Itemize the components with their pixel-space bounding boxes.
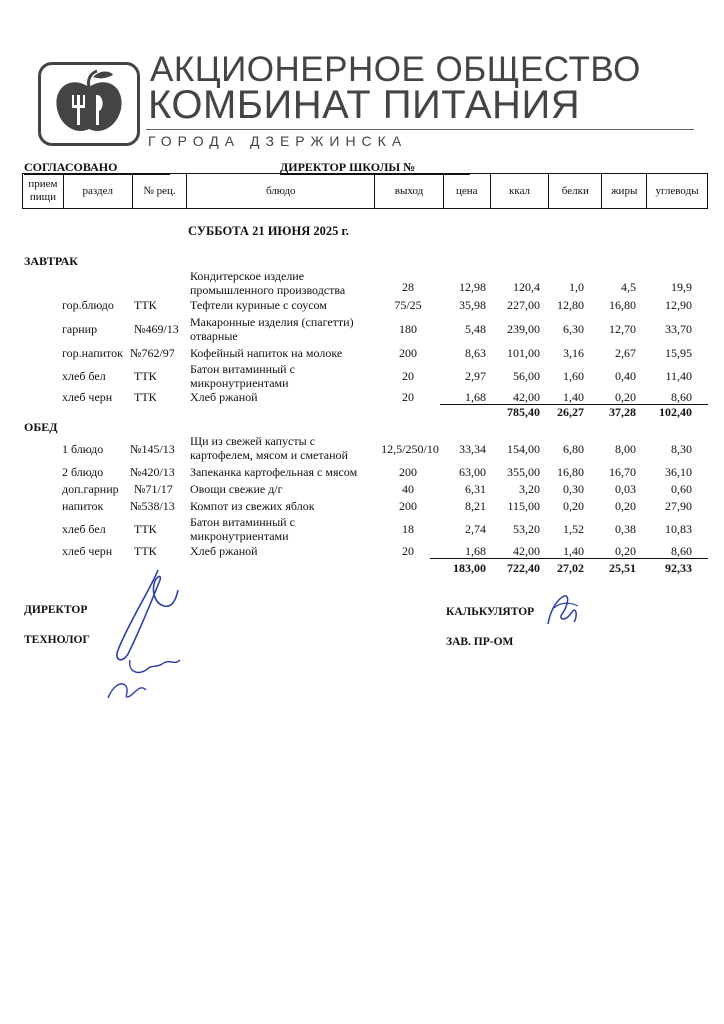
lunch-weight: 18	[402, 522, 414, 536]
breakfast-carbs: 8,60	[671, 390, 692, 404]
director-signature	[100, 560, 190, 710]
lunch-recipe: ТТК	[134, 544, 157, 558]
breakfast-protein: 1,0	[569, 280, 584, 294]
breakfast-kcal: 227,00	[507, 298, 540, 312]
breakfast-fat: 4,5	[621, 280, 636, 294]
lunch-protein: 1,52	[563, 522, 584, 536]
breakfast-weight: 28	[402, 280, 414, 294]
breakfast-dish: Тефтели куриные с соусом	[190, 298, 327, 312]
lunch-fat: 0,03	[615, 482, 636, 496]
lunch-dish: Щи из свежей капусты с картофелем, мясом и сметаной	[190, 434, 348, 462]
logo-divider	[146, 129, 694, 130]
col-weight: выход	[375, 174, 444, 209]
breakfast-price: 2,97	[465, 369, 486, 383]
breakfast-protein: 6,30	[563, 322, 584, 336]
breakfast-price: 1,68	[465, 390, 486, 404]
breakfast-section: гарнир	[62, 322, 98, 336]
lunch-dish: Овощи свежие д/г	[190, 482, 283, 496]
breakfast-kcal: 101,00	[507, 346, 540, 360]
org-name-line1: АКЦИОНЕРНОЕ ОБЩЕСТВО	[150, 50, 641, 89]
lunch-fat: 8,00	[615, 442, 636, 456]
lunch-total-carbs: 92,33	[665, 561, 692, 575]
breakfast-carbs: 19,9	[671, 280, 692, 294]
lunch-section: 1 блюдо	[62, 442, 104, 456]
technologist-label: ТЕХНОЛОГ	[24, 634, 90, 646]
lunch-protein: 0,20	[563, 499, 584, 513]
breakfast-price: 8,63	[465, 346, 486, 360]
breakfast-total-fat: 37,28	[609, 405, 636, 419]
breakfast-total-protein: 26,27	[557, 405, 584, 419]
breakfast-dish: Хлеб ржаной	[190, 390, 258, 404]
lunch-price: 33,34	[459, 442, 486, 456]
lunch-total-fat: 25,51	[609, 561, 636, 575]
lunch-price: 8,21	[465, 499, 486, 513]
lunch-weight: 20	[402, 544, 414, 558]
breakfast-fat: 0,20	[615, 390, 636, 404]
lunch-price: 1,68	[465, 544, 486, 558]
col-carbs: углеводы	[647, 174, 708, 209]
lunch-total-kcal: 722,40	[507, 561, 540, 575]
breakfast-carbs: 15,95	[665, 346, 692, 360]
breakfast-section: гор.блюдо	[62, 298, 114, 312]
apple-cutlery-icon	[41, 65, 137, 143]
school-director-label: ДИРЕКТОР ШКОЛЫ №	[280, 160, 416, 174]
breakfast-total-carbs: 102,40	[659, 405, 692, 419]
org-name-line2: КОМБИНАТ ПИТАНИЯ	[148, 83, 581, 127]
lunch-section: доп.гарнир	[62, 482, 119, 496]
breakfast-kcal: 239,00	[507, 322, 540, 336]
breakfast-section: хлеб бел	[62, 369, 106, 383]
lunch-total-protein: 27,02	[557, 561, 584, 575]
breakfast-section: гор.напиток	[62, 346, 123, 360]
breakfast-recipe: №762/97	[130, 346, 175, 360]
breakfast-dish: Кофейный напиток на молоке	[190, 346, 343, 360]
production-head-label: ЗАВ. ПР-ОМ	[446, 636, 514, 648]
breakfast-weight: 20	[402, 390, 414, 404]
lunch-dish: Хлеб ржаной	[190, 544, 258, 558]
lunch-fat: 16,70	[609, 465, 636, 479]
breakfast-carbs: 12,90	[665, 298, 692, 312]
lunch-weight: 200	[399, 499, 417, 513]
agreed-label: СОГЛАСОВАНО	[24, 160, 118, 174]
breakfast-price: 35,98	[459, 298, 486, 312]
lunch-carbs: 10,83	[665, 522, 692, 536]
breakfast-protein: 3,16	[563, 346, 584, 360]
col-dish: блюдо	[187, 174, 375, 209]
breakfast-fat: 12,70	[609, 322, 636, 336]
lunch-total-price: 183,00	[453, 561, 486, 575]
breakfast-carbs: 11,40	[665, 369, 692, 383]
col-recipe: № рец.	[132, 174, 187, 209]
breakfast-price: 5,48	[465, 322, 486, 336]
breakfast-protein: 1,60	[563, 369, 584, 383]
lunch-recipe: №420/13	[130, 465, 175, 479]
breakfast-dish: Батон витаминный с микронутриентами	[190, 362, 295, 390]
calculator-signature	[540, 588, 584, 632]
lunch-kcal: 355,00	[507, 465, 540, 479]
breakfast-weight: 20	[402, 369, 414, 383]
breakfast-section: хлеб черн	[62, 390, 113, 404]
breakfast-weight: 75/25	[394, 298, 422, 312]
lunch-carbs: 27,90	[665, 499, 692, 513]
org-name-line3: ГОРОДА ДЗЕРЖИНСКА	[148, 133, 408, 149]
breakfast-title: ЗАВТРАК	[24, 254, 79, 268]
lunch-protein: 6,80	[563, 442, 584, 456]
lunch-price: 63,00	[459, 465, 486, 479]
lunch-kcal: 3,20	[519, 482, 540, 496]
lunch-carbs: 8,60	[671, 544, 692, 558]
menu-date: СУББОТА 21 ИЮНЯ 2025 г.	[188, 224, 349, 238]
lunch-protein: 16,80	[557, 465, 584, 479]
col-protein: белки	[549, 174, 602, 209]
breakfast-dish: Макаронные изделия (спагетти) отварные	[190, 315, 354, 343]
lunch-protein: 0,30	[563, 482, 584, 496]
col-meal: прием пищи	[23, 174, 64, 209]
lunch-title: ОБЕД	[24, 420, 58, 434]
lunch-recipe: ТТК	[134, 522, 157, 536]
breakfast-recipe: ТТК	[134, 298, 157, 312]
lunch-section: хлеб бел	[62, 522, 106, 536]
breakfast-price: 12,98	[459, 280, 486, 294]
lunch-fat: 0,20	[615, 544, 636, 558]
company-logo	[38, 62, 140, 146]
breakfast-total-kcal: 785,40	[507, 405, 540, 419]
lunch-carbs: 36,10	[665, 465, 692, 479]
breakfast-weight: 180	[399, 322, 417, 336]
lunch-fat: 0,20	[615, 499, 636, 513]
breakfast-fat: 2,67	[615, 346, 636, 360]
menu-header-table	[22, 173, 708, 209]
lunch-price: 2,74	[465, 522, 486, 536]
col-kcal: ккал	[490, 174, 549, 209]
breakfast-kcal: 42,00	[513, 390, 540, 404]
breakfast-fat: 0,40	[615, 369, 636, 383]
breakfast-recipe: №469/13	[134, 322, 179, 336]
lunch-protein: 1,40	[563, 544, 584, 558]
lunch-carbs: 0,60	[671, 482, 692, 496]
lunch-section: напиток	[62, 499, 104, 513]
lunch-kcal: 154,00	[507, 442, 540, 456]
lunch-price: 6,31	[465, 482, 486, 496]
breakfast-kcal: 120,4	[513, 280, 540, 294]
col-price: цена	[443, 174, 490, 209]
col-fat: жиры	[602, 174, 647, 209]
lunch-total-rule	[430, 558, 708, 559]
breakfast-carbs: 33,70	[665, 322, 692, 336]
calculator-label: КАЛЬКУЛЯТОР	[446, 606, 535, 618]
breakfast-fat: 16,80	[609, 298, 636, 312]
lunch-kcal: 115,00	[507, 499, 540, 513]
lunch-dish: Батон витаминный с микронутриентами	[190, 515, 295, 543]
col-section: раздел	[63, 174, 132, 209]
breakfast-recipe: ТТК	[134, 369, 157, 383]
breakfast-recipe: ТТК	[134, 390, 157, 404]
director-label: ДИРЕКТОР	[24, 604, 88, 616]
lunch-weight: 40	[402, 482, 414, 496]
lunch-recipe: №145/13	[130, 442, 175, 456]
lunch-weight: 12,5/250/10	[381, 442, 439, 456]
breakfast-kcal: 56,00	[513, 369, 540, 383]
breakfast-protein: 1,40	[563, 390, 584, 404]
lunch-recipe: №71/17	[134, 482, 173, 496]
lunch-carbs: 8,30	[671, 442, 692, 456]
breakfast-weight: 200	[399, 346, 417, 360]
lunch-section: хлеб черн	[62, 544, 113, 558]
lunch-kcal: 53,20	[513, 522, 540, 536]
breakfast-protein: 12,80	[557, 298, 584, 312]
lunch-recipe: №538/13	[130, 499, 175, 513]
lunch-dish: Компот из свежих яблок	[190, 499, 315, 513]
lunch-fat: 0,38	[615, 522, 636, 536]
breakfast-dish: Кондитерское изделие промышленного производства	[190, 269, 346, 297]
lunch-section: 2 блюдо	[62, 465, 104, 479]
lunch-kcal: 42,00	[513, 544, 540, 558]
lunch-weight: 200	[399, 465, 417, 479]
lunch-dish: Запеканка картофельная с мясом	[190, 465, 358, 479]
